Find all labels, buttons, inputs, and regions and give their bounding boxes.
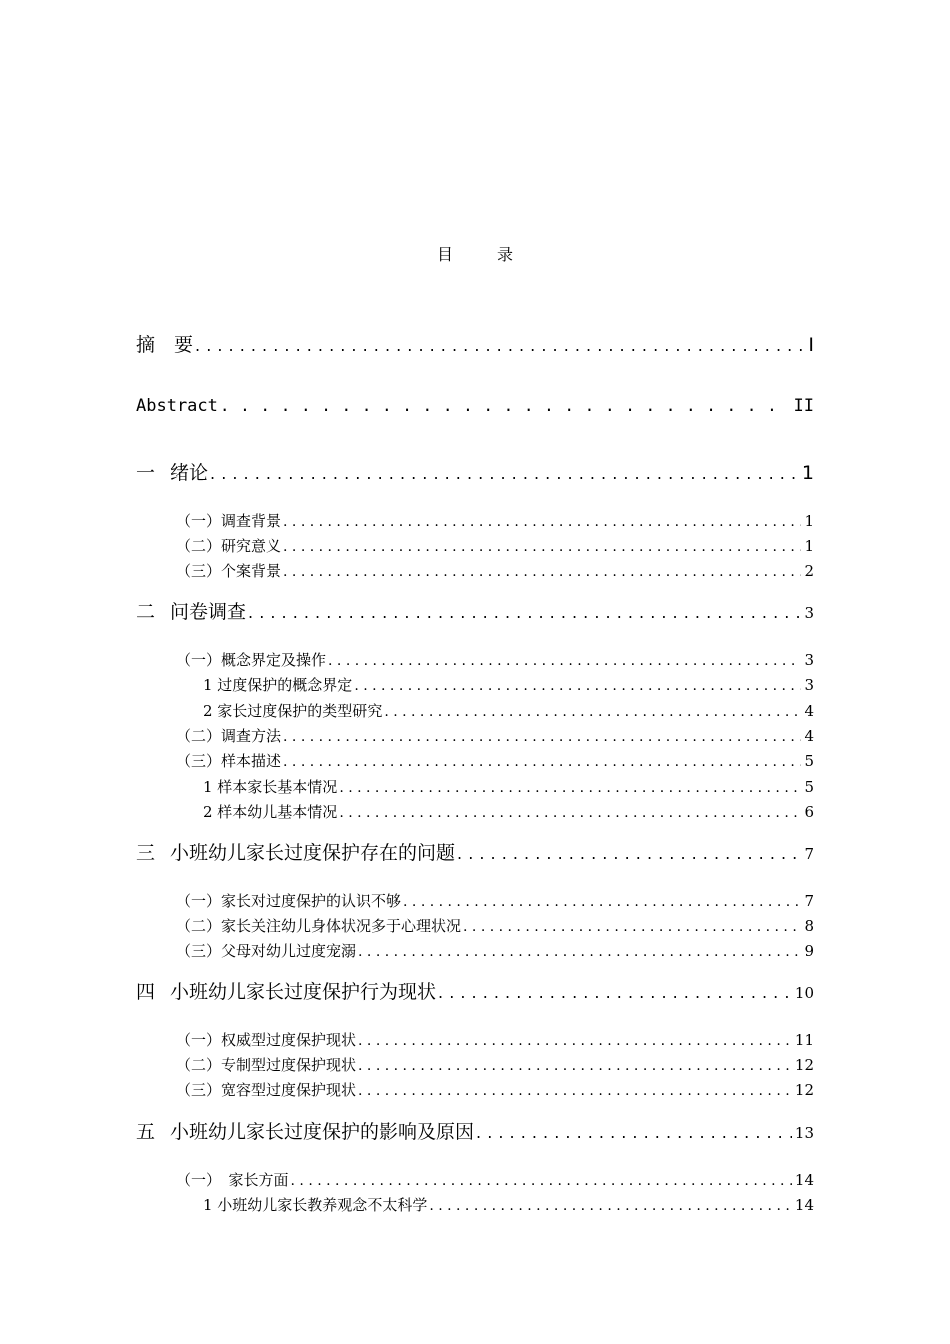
toc-leader-dots: [291, 1173, 792, 1189]
toc-entry-page: 3: [804, 604, 814, 622]
toc-entry-page: 5: [804, 778, 814, 796]
toc-entry-section[interactable]: [176, 890, 814, 911]
toc-entry-label: 1 过度保护的概念界定: [203, 676, 353, 694]
toc-entry-abstract-zh[interactable]: [136, 330, 814, 357]
toc-entry-label: 问卷调查: [170, 601, 247, 623]
toc-entry-page: 5: [804, 752, 814, 770]
toc-entry-label: 小班幼儿家长过度保护行为现状: [170, 981, 437, 1003]
toc-entry-page: 9: [804, 942, 814, 960]
toc-leader-dots: [248, 603, 801, 622]
toc-entry-number: 一: [136, 462, 156, 484]
toc-entry-label: 2 家长过度保护的类型研究: [203, 702, 383, 720]
toc-entry-label: （三）个案背景: [176, 562, 282, 580]
toc-entry-label: （二）专制型过度保护现状: [176, 1056, 357, 1074]
toc-entry-page: 12: [794, 1056, 814, 1074]
toc-leader-dots: [283, 729, 801, 745]
toc-entry-label: （二）调查方法: [176, 727, 282, 745]
toc-entry-section[interactable]: [176, 725, 814, 746]
toc-entry-subsection[interactable]: [203, 700, 814, 721]
toc-leader-dots: [463, 919, 801, 935]
toc-entry-page: 11: [794, 1031, 814, 1049]
toc-entry-label: （二）研究意义: [176, 537, 282, 555]
toc-entry-page: 8: [804, 917, 814, 935]
toc-entry-page: 1: [804, 512, 814, 530]
toc-entry-label: 1 样本家长基本情况: [203, 778, 338, 796]
toc-entry-label: 绪论: [170, 462, 209, 484]
toc-leader-dots: [457, 844, 801, 863]
toc-leader-dots: [438, 983, 792, 1002]
toc-entry-page: 3: [804, 651, 814, 669]
toc-entry-section[interactable]: [176, 750, 814, 771]
toc-entry-page: 12: [794, 1081, 814, 1099]
toc-entry-section[interactable]: [176, 1054, 814, 1075]
toc-entry-label: （一）家长对过度保护的认识不够: [176, 892, 402, 910]
page-title: 目 录: [436, 245, 527, 264]
toc-entry-number: 五: [136, 1121, 156, 1143]
toc-entry-chapter-4[interactable]: [136, 977, 814, 1004]
toc-leader-dots: [283, 539, 801, 555]
toc-leader-dots: [339, 805, 801, 821]
toc-leader-dots: [358, 944, 801, 960]
toc-entry-chapter-5[interactable]: [136, 1117, 814, 1144]
toc-entry-section[interactable]: [176, 1079, 814, 1100]
toc-leader-dots: [195, 336, 805, 355]
toc-entry-number: 三: [136, 842, 156, 864]
toc-entry-section[interactable]: [176, 649, 814, 670]
toc-entry-section[interactable]: [176, 1029, 814, 1050]
toc-leader-dots: [283, 564, 801, 580]
toc-entry-number: 四: [136, 981, 156, 1003]
toc-entry-section[interactable]: [176, 535, 814, 556]
toc-entry-label: （一）概念界定及操作: [176, 651, 327, 669]
toc-entry-page: I: [808, 334, 814, 356]
toc-entry-label: 1 小班幼儿家长教养观念不太科学: [203, 1196, 428, 1214]
toc-entry-section[interactable]: [176, 940, 814, 961]
toc-leader-dots: [283, 514, 801, 530]
toc-entry-label: 小班幼儿家长过度保护存在的问题: [170, 842, 456, 864]
toc-entry-section[interactable]: [176, 915, 814, 936]
toc-entry-label: （三）父母对幼儿过度宠溺: [176, 942, 357, 960]
toc-entry-page: 2: [804, 562, 814, 580]
toc-entry-page: 7: [804, 892, 814, 910]
toc-entry-label: （三）宽容型过度保护现状: [176, 1081, 357, 1099]
toc-entry-section[interactable]: [176, 510, 814, 531]
toc-entry-page: 6: [804, 803, 814, 821]
toc-entry-page: 4: [804, 702, 814, 720]
toc-leader-dots: [210, 464, 799, 483]
toc-entry-label: Abstract: [136, 396, 218, 416]
toc-entry-chapter-3[interactable]: [136, 838, 814, 865]
toc-leader-dots: [476, 1123, 792, 1142]
toc-entry-label: （一）调查背景: [176, 512, 282, 530]
toc-entry-label: 摘 要: [136, 334, 194, 356]
toc-entry-subsection[interactable]: [203, 674, 814, 695]
toc-entry-label: 2 样本幼儿基本情况: [203, 803, 338, 821]
toc-leader-dots: [354, 678, 801, 694]
toc-entry-subsection[interactable]: [203, 1194, 814, 1215]
toc-entry-page: II: [793, 396, 814, 416]
toc-leader-dots: [328, 653, 801, 669]
toc-entry-subsection[interactable]: [203, 776, 814, 797]
toc-entry-label: （三）样本描述: [176, 752, 282, 770]
toc-entry-number: 二: [136, 601, 156, 623]
toc-entry-chapter-1[interactable]: [136, 458, 814, 485]
toc-leader-dots: [358, 1058, 792, 1074]
toc-leader-dots: [339, 780, 801, 796]
toc-leader-dots: [358, 1033, 792, 1049]
toc-leader-dots: [403, 894, 801, 910]
toc-entry-page: 14: [794, 1196, 814, 1214]
toc-entry-label: （一） 家长方面: [176, 1171, 289, 1189]
toc-entry-label: （二）家长关注幼儿身体状况多于心理状况: [176, 917, 462, 935]
toc-entry-label: （一）权威型过度保护现状: [176, 1031, 357, 1049]
toc-entry-section[interactable]: [176, 560, 814, 581]
toc-entry-page: 1: [804, 537, 814, 555]
toc-leader-dots: [384, 704, 801, 720]
toc-leader-dots: [283, 754, 801, 770]
toc-entry-page: 13: [794, 1124, 814, 1142]
toc-entry-page: 3: [804, 676, 814, 694]
toc-entry-chapter-2[interactable]: [136, 597, 814, 624]
toc-leader-dots: [429, 1198, 792, 1214]
toc-entry-page: 10: [794, 984, 814, 1002]
toc-entry-page: 14: [794, 1171, 814, 1189]
toc-leader-dots: [358, 1083, 792, 1099]
toc-entry-page: 7: [804, 845, 814, 863]
toc-entry-section[interactable]: [176, 1169, 814, 1190]
toc-entry-abstract-en[interactable]: [136, 396, 814, 416]
toc-entry-subsection[interactable]: [203, 801, 814, 822]
toc-entry-page: 1: [801, 462, 814, 484]
toc-leader-dots: [220, 396, 791, 415]
toc-entry-label: 小班幼儿家长过度保护的影响及原因: [170, 1121, 475, 1143]
toc-entry-page: 4: [804, 727, 814, 745]
